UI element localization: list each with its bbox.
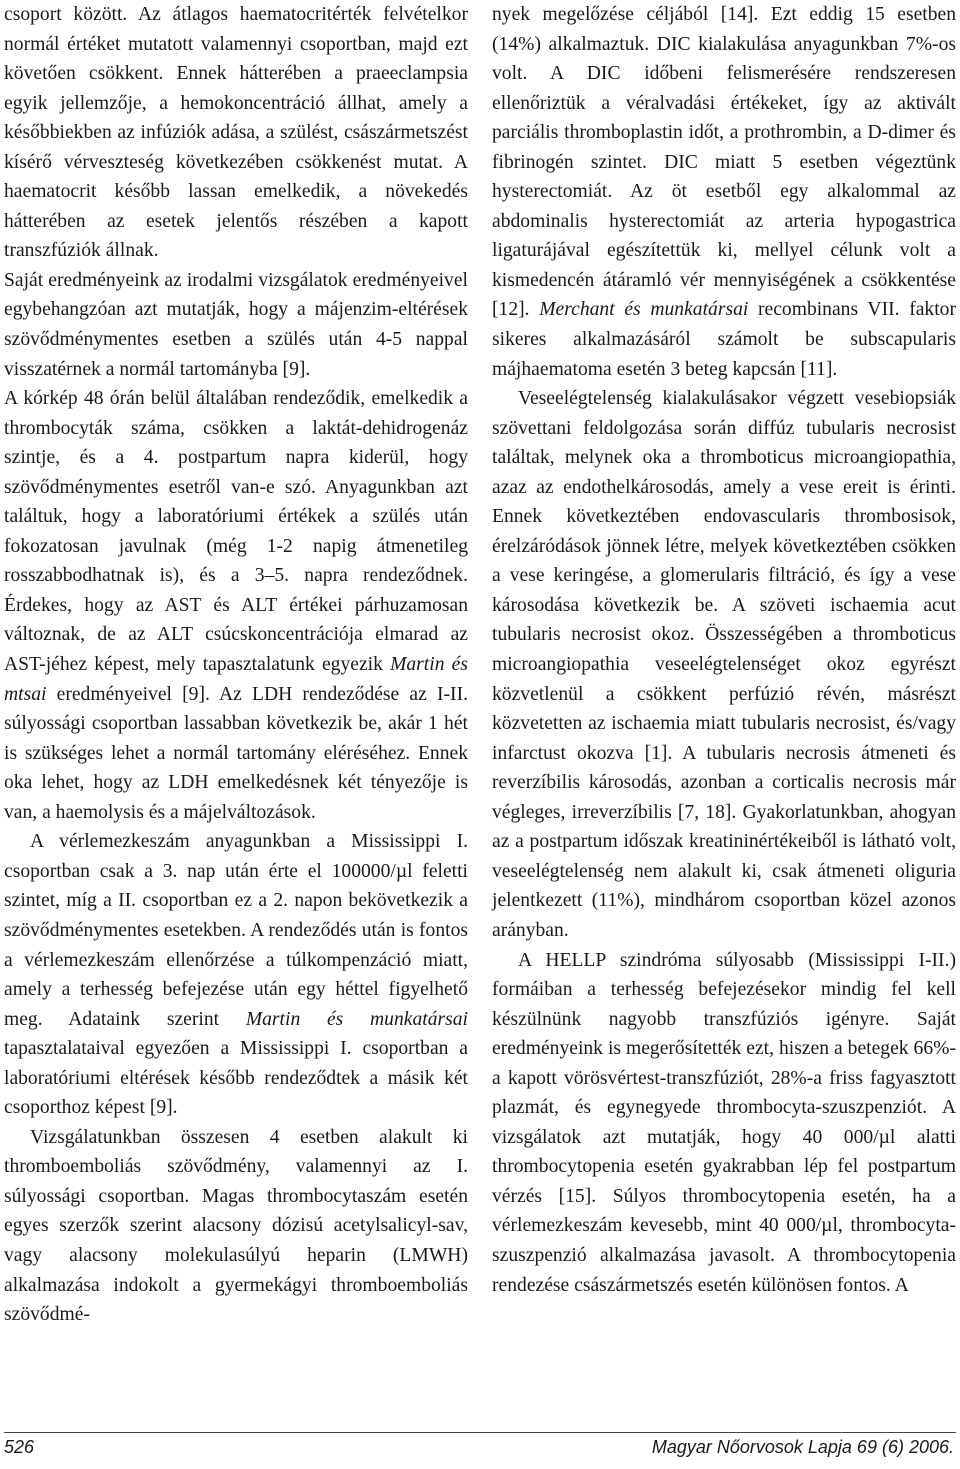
- paragraph-text: Saját eredményeink az irodalmi vizsgálatok eredményeivel egybehangzóan azt mutatják, hogy a májenzim-eltérések szövődménymentes esetben a szülés után 4-5 nappal visszatérnek a normál tartományba [9].: [4, 269, 468, 380]
- left-text-column: [4, 0, 468, 1330]
- paragraph-text: A HELLP szindróma súlyosabb (Mississippi I-II.) formáiban a terhesség befejezésekor mindig fel kell készülnünk nagyobb transzfúziós igényre. Saját eredményeink is megerősítették ezt, hiszen a betegek 66%-a kapott vörösvértest-transzfúziót, 28%-a friss fagyasztott plazmát, és egynegyede thrombocyta-szuszpenziót. A vizsgálatok azt mutatják, hogy 40 000/µl alatti thrombocytopenia esetén gyakrabban lép fel postpartum vérzés [15]. Súlyos thrombocytopenia esetén, ha a vérlemezkeszám kevesebb, mint 40 000/µl, thrombocyta-szuszpenzió alkalmazása javasolt. A thrombocytopenia rendezése császármetszés esetén különösen fontos. A: [492, 949, 956, 1296]
- journal-citation: Magyar Nőorvosok Lapja 69 (6) 2006.: [651, 1437, 954, 1457]
- paragraph-text: A vérlemezkeszám anyagunkban a Mississippi I. csoportban csak a 3. nap után érte el 100000/µl feletti szintet, míg a II. csoportban ez a 2. napon bekövetkezik a szövődménymentes esetekben. A rendeződés után is fontos a vérlemezkeszám ellenőrzése a túlkompenzáció miatt, amely a terhesség befejezése után egy héttel figyelhető meg. Adataink szerint: [4, 831, 468, 1030]
- paragraph-text: A kórkép 48 órán belül általában rendeződik, emelkedik a thrombocyták száma, csökken a laktát-dehidrogenáz szintje, és a 4. postpartum napra kiderül, hogy szövődménymentes esetről van-e szó. Anyagunkban azt találtuk, hogy a laboratóriumi értékek a szülés után fokozatosan javulnak (még 1-2 napig átmenetileg rosszabbodhatnak is), és a 3–5. napra rendeződnek. Érdekes, hogy az AST és ALT értékei párhuzamosan változnak, de az ALT csúcskoncentrációja elmarad az AST-jéhez képest, mely tapasztalatunk egyezik: [4, 388, 468, 676]
- italic-author-citation: Martin és mtsai: [4, 654, 468, 705]
- body-paragraph: [4, 1123, 468, 1330]
- paragraph-text: csoport között. Az átlagos haematocritérték felvételkor normál értéket mutatott valamennyi csoportban, majd ezt követően csökkent. Ennek hátterében a praeeclampsia egyik jellemzője, a hemokoncentráció állhat, amely a későbbiekben az infúziók adása, a szülést, császármetszést kísérő vérveszteség következében csökkenést mutat. A haematocrit később lassan emelkedik, a növekedés hátterében az esetek jelentős részében a kapott transzfúziók állnak.: [4, 4, 468, 262]
- paragraph-text: Veseelégtelenség kialakulásakor végzett vesebiopsiák szövettani feldolgozása során diffúz tubularis necrosist találtak, melynek oka a thromboticus microangiopathia, azaz az endothelkárosodás, amely a vese ereit is érinti. Ennek következtében endovascularis thrombosisok, érelzáródások jönnek létre, melyek következtében csökken a vese keringése, a glomerularis filtráció, és így a vese károsodása következik be. A szöveti ischaemia acut tubularis necrosist okoz. Összességében a thromboticus microangiopathia veseelégtelenséget okoz egyrészt közvetlenül a csökkent perfúzió révén, másrészt közvetetten az ischaemia miatt tubularis necrosist, és/vagy infarctust okozva [1]. A tubularis necrosis átmeneti és reverzíbilis károsodás, azonban a corticalis necrosis már végleges, irreverzíbilis [7, 18]. Gyakorlatunkban, ahogyan az a postpartum időszak kreatininértékeiből is látható volt, veseelégtelenség nem alakult ki, csak átmeneti oliguria jelentkezett (11%), mindhárom csoportban közel azonos arányban.: [492, 388, 956, 941]
- italic-author-citation: Martin és munkatársai: [245, 1008, 469, 1030]
- body-paragraph: [4, 384, 468, 827]
- paragraph-text: Vizsgálatunkban összesen 4 esetben alakult ki thromboemboliás szövődmény, valamennyi az I. súlyossági csoportban. Magas thrombocytaszám esetén egyes szerzők szerint alacsony dózisú acetylsalicyl-sav, vagy alacsony molekulasúlyú heparin (LMWH) alkalmazása indokolt a gyermekágyi thromboemboliás szövődmé-: [4, 1126, 468, 1326]
- paragraph-text: tapasztalataival egyezően a Mississippi I. csoportban a laboratóriumi eltérések később rendeződtek a másik két csoporthoz képest [9].: [4, 1038, 468, 1119]
- paragraph-text: eredményeivel [9]. Az LDH rendeződése az I-II. súlyossági csoportban lassabban következik be, akár 1 hét is szükséges lehet a normál tartomány eléréséhez. Ennek oka lehet, hogy az LDH emelkedésnek két tényezője is van, a haemolysis és a májelváltozások.: [4, 683, 468, 823]
- body-paragraph: [492, 0, 956, 384]
- body-paragraph: [492, 384, 956, 945]
- body-paragraph: [4, 0, 468, 266]
- body-paragraph: [4, 266, 468, 384]
- footer-rule: [4, 1432, 956, 1433]
- paragraph-text: nyek megelőzése céljából [14]. Ezt eddig 15 esetben (14%) alkalmaztuk. DIC kialakulása anyagunkban 7%-os volt. A DIC időbeni felismerésére rendszeresen ellenőriztük a véralvadási értékeket, így az aktivált parciális thromboplastin időt, a prothrombin, a D-dimer és fibrinogén szintet. DIC miatt 5 esetben végeztünk hysterectomiát. Az öt esetből egy alkalommal az abdominalis hysterectomiát az arteria hypogastrica ligaturájával egészítettük ki, mellyel célunk volt a kismedencén átáramló vér mennyiségének a csökkentése [12].: [492, 4, 956, 321]
- page-number: 526: [4, 1437, 35, 1457]
- body-paragraph: [4, 827, 468, 1122]
- paragraph-text: recombinans VII. faktor sikeres alkalmazásáról számolt be subscapularis májhaematoma esetén 3 beteg kapcsán [11].: [492, 299, 956, 380]
- right-text-column: [492, 0, 956, 1300]
- italic-author-citation: Merchant és munkatársai: [539, 299, 749, 321]
- body-paragraph: [492, 946, 956, 1301]
